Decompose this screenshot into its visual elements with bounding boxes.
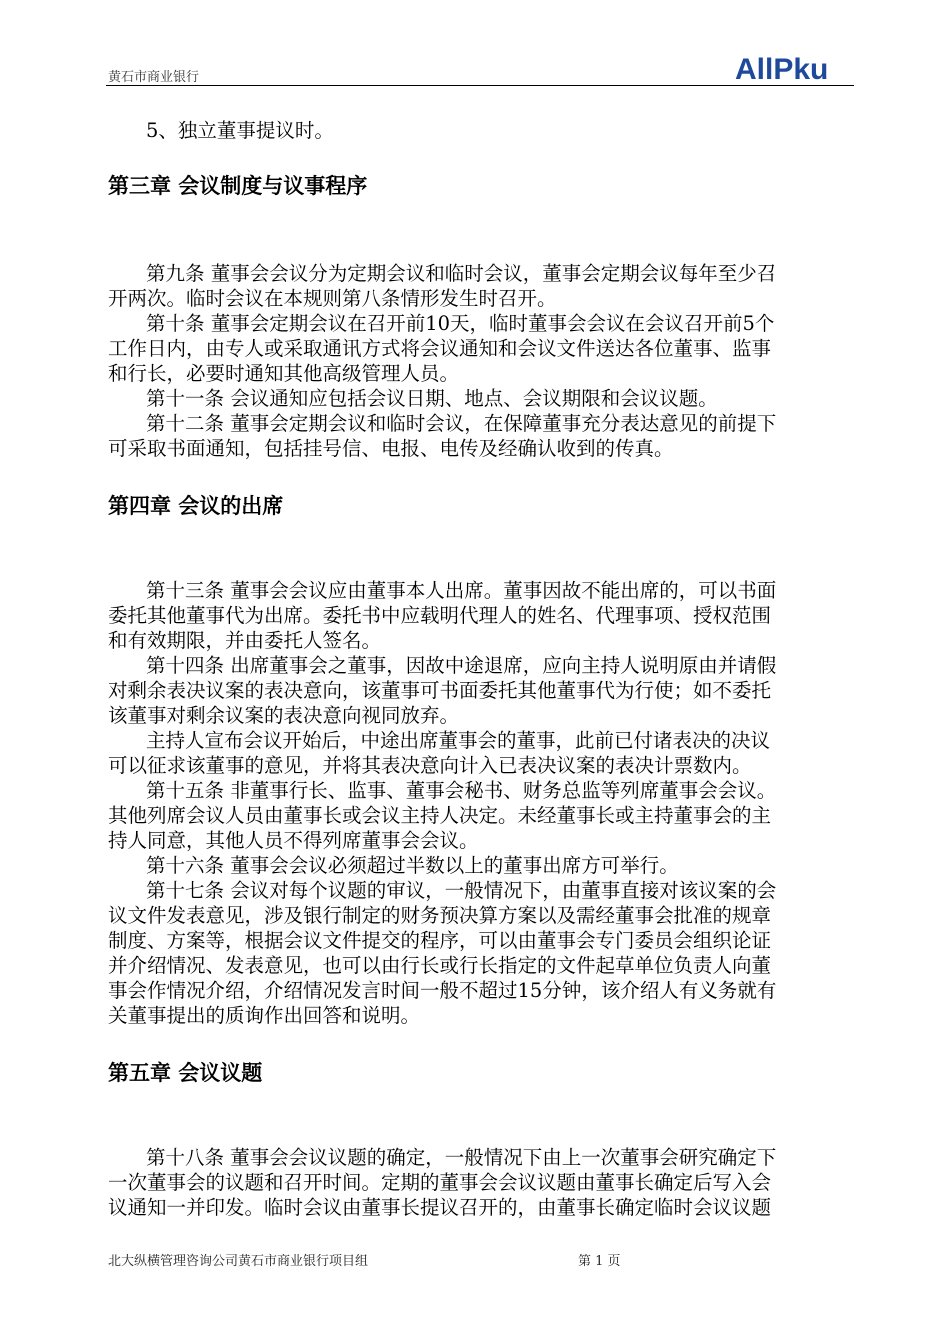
article-18: 第十八条 董事会会议议题的确定，一般情况下由上一次董事会研究确定下 一次董事会的议题和召开时间。定期的董事会会议议题由董事长确定后写入会 议通知一并印发。临时会议由董事长提议召开的，由董事长确定临时会议议题 xyxy=(108,1146,777,1219)
article-14: 第十四条 出席董事会之董事，因故中途退席，应向主持人说明原由并请假 对剩余表决议案的表决意向，该董事可书面委托其他董事代为行使；如不委托 该董事对剩余议案的表决意向视同放弃。 xyxy=(108,654,777,727)
article-14-paragraph-2: 主持人宣布会议开始后，中途出席董事会的董事，此前已付诸表决的决议 可以征求该董事的意见，并将其表决意向计入已表决议案的表决计票数内。 xyxy=(108,729,771,777)
article-9: 第九条 董事会会议分为定期会议和临时会议，董事会定期会议每年至少召 开两次。临时会议在本规则第八条情形发生时召开。 xyxy=(108,262,777,310)
footer-org-name: 北大纵横管理咨询公司黄石市商业银行项目组 xyxy=(108,1254,369,1269)
allpku-logo xyxy=(735,52,853,84)
chapter-4-title: 第四章 会议的出席 xyxy=(108,494,284,518)
article-15: 第十五条 非董事行长、监事、董事会秘书、财务总监等列席董事会会议。 其他列席会议人员由董事长或会议主持人决定。未经董事长或主持董事会的主 持人同意，其他人员不得列席董事会会议。 xyxy=(108,779,777,852)
chapter-5-title: 第五章 会议议题 xyxy=(108,1061,263,1085)
logo-text: AllPku xyxy=(735,53,829,84)
article-12: 第十二条 董事会定期会议和临时会议，在保障董事充分表达意见的前提下 可采取书面通知，包括挂号信、电报、电传及经确认收到的传真。 xyxy=(108,412,777,460)
document-body xyxy=(108,118,866,1220)
article-17: 第十七条 会议对每个议题的审议，一般情况下，由董事直接对该议案的会 议文件发表意见，涉及银行制定的财务预决算方案以及需经董事会批准的规章 制度、方案等，根据会议文件提交的程序，可以由董事会专门委员会组织论证 并介绍情况、发表意见，也可以由行长或行长指定的文件起草单位负责人向董 事会作情况介绍，介绍情况发言时间一般不超过15分钟，该介绍人有义务就有 关董事提出的质询作出回答和说明。 xyxy=(108,879,777,1027)
page-number: 第 1 页 xyxy=(578,1254,621,1269)
chapter-3-title: 第三章 会议制度与议事程序 xyxy=(108,174,368,198)
item-5: 5、独立董事提议时。 xyxy=(146,119,334,142)
header-divider xyxy=(106,85,854,86)
article-10: 第十条 董事会定期会议在召开前10天，临时董事会会议在会议召开前5个 工作日内，由专人或采取通讯方式将会议通知和会议文件送达各位董事、监事 和行长，必要时通知其他高级管理人员。 xyxy=(108,312,775,385)
header-org-name: 黄石市商业银行 xyxy=(108,70,200,85)
article-11: 第十一条 会议通知应包括会议日期、地点、会议期限和会议议题。 xyxy=(146,387,718,410)
article-13: 第十三条 董事会会议应由董事本人出席。董事因故不能出席的，可以书面 委托其他董事代为出席。委托书中应载明代理人的姓名、代理事项、授权范围 和有效期限，并由委托人签名。 xyxy=(108,579,777,652)
article-16: 第十六条 董事会会议必须超过半数以上的董事出席方可举行。 xyxy=(146,854,679,877)
